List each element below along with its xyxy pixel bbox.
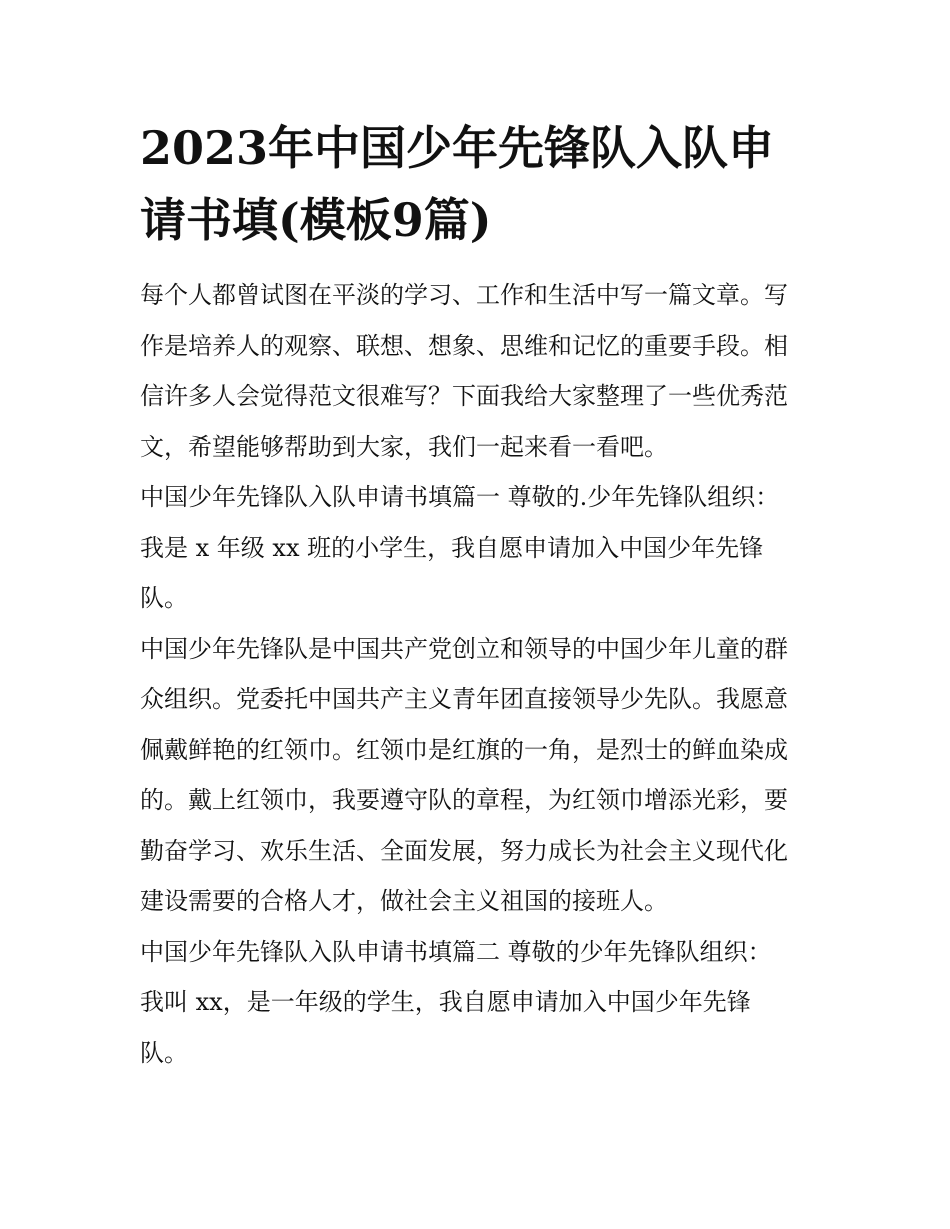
intro-paragraph	[140, 270, 812, 472]
text-line: 佩戴鲜艳的红领巾。红领巾是红旗的一角，是烈士的鲜血染成	[140, 735, 788, 764]
section-one-opening	[140, 472, 812, 624]
text-line: 文，希望能够帮助到大家，我们一起来看一看吧。	[140, 432, 668, 461]
text-line: 中国少年先锋队是中国共产党创立和领导的中国少年儿童的群	[140, 634, 788, 663]
document-body	[140, 270, 812, 1078]
document-title	[140, 112, 812, 256]
text-line: 信许多人会觉得范文很难写？下面我给大家整理了一些优秀范	[140, 382, 788, 410]
text-line: 中国少年先锋队入队申请书填篇二 尊敬的少年先锋队组织：	[140, 937, 772, 966]
section-two-opening	[140, 927, 812, 1079]
text-line: 我叫 xx，是一年级的学生，我自愿申请加入中国少年先锋	[140, 988, 751, 1016]
section-one-body	[140, 624, 812, 927]
title-line: 请书填(模板9篇)	[140, 193, 492, 247]
text-line: 勤奋学习、欢乐生活、全面发展，努力成长为社会主义现代化	[140, 836, 788, 865]
title-line: 2023年中国少年先锋队入队申	[140, 121, 775, 175]
text-line: 众组织。党委托中国共产主义青年团直接领导少先队。我愿意	[140, 685, 788, 713]
text-line: 的。戴上红领巾，我要遵守队的章程，为红领巾增添光彩，要	[140, 786, 788, 814]
text-line: 作是培养人的观察、联想、想象、思维和记忆的重要手段。相	[140, 331, 788, 360]
document-page	[140, 112, 812, 1078]
text-line: 队。	[140, 1038, 188, 1067]
text-line: 每个人都曾试图在平淡的学习、工作和生活中写一篇文章。写	[140, 281, 788, 309]
text-line: 建设需要的合格人才，做社会主义祖国的接班人。	[140, 887, 668, 915]
text-line: 中国少年先锋队入队申请书填篇一 尊敬的.少年先锋队组织：	[140, 483, 780, 511]
text-line: 我是 x 年级 xx 班的小学生，我自愿申请加入中国少年先锋	[140, 533, 764, 562]
text-line: 队。	[140, 584, 188, 612]
